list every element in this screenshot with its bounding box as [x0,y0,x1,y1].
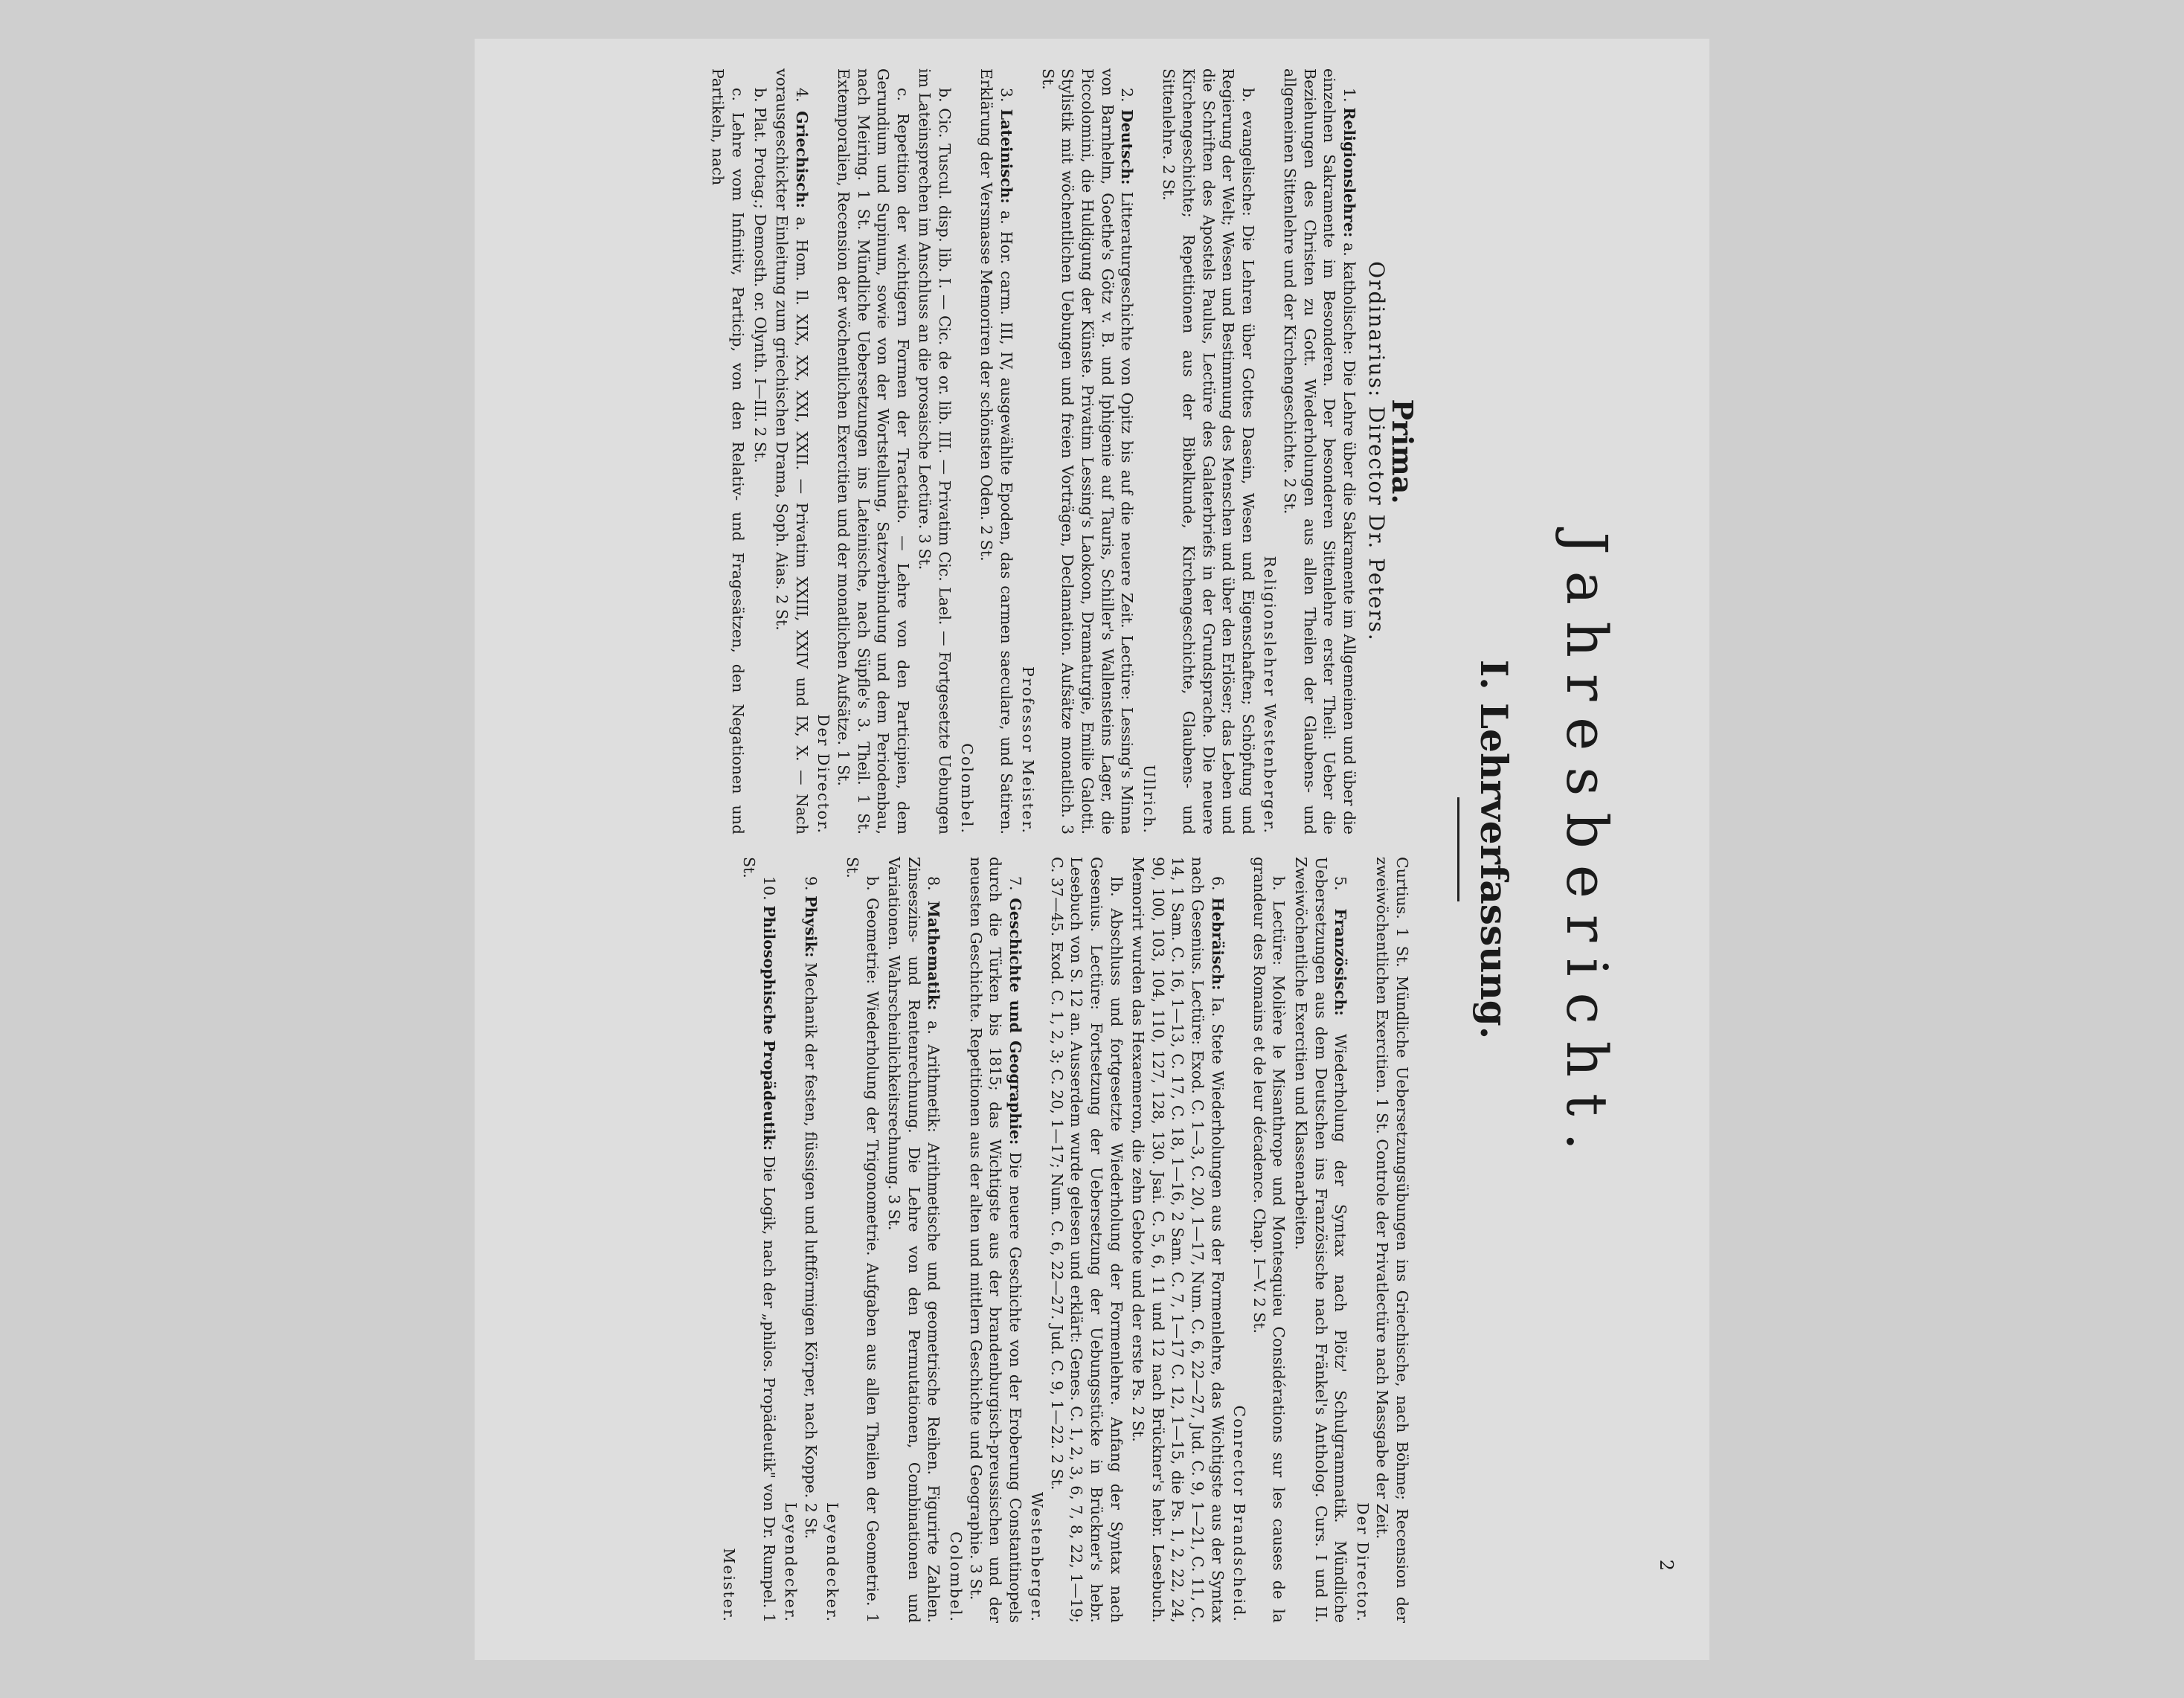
paragraph-number: 5. [1332,876,1350,891]
subject-heading: Mathematik: [925,901,943,1011]
ordinarius-line: Ordinarius: Director Dr. Peters. [1364,261,1390,642]
paragraph [1128,857,1227,1623]
paragraph-text: Mechanik der festen, flüssigen und luftförmigen Körper, nach Koppe. 2 St. [801,962,820,1540]
teacher-signature: Meister. [720,1548,739,1623]
teacher-signature: Der Director. [815,714,833,834]
paragraph-number: 3. [997,88,1015,103]
teacher-signature: Colombel. [957,743,976,834]
paragraph-text: c. Lehre vom Infinitiv, Particip, von den Relativ- und Fragesätzen, den Negationen und Partikeln, nach [709,68,747,834]
left-paragraphs [708,68,1359,834]
paragraph-number: 9. [801,876,820,891]
title-rule [1457,797,1459,901]
paragraph [915,68,954,834]
subject-heading: Physik: [801,895,820,958]
teacher-signature: Professor Meister. [1019,666,1038,834]
paragraph [884,857,944,1623]
paragraph [1352,857,1412,1623]
teacher-signature: Colombel. [946,1531,965,1623]
teacher-signature: Leyendecker. [823,1502,842,1623]
page-number: 2 [1656,1559,1677,1571]
subject-heading: Geschichte und Geographie: [1006,898,1024,1145]
paragraph-number: 8. [925,876,943,891]
paragraph-text: c. Repetition der wichtigern Formen der Tractatio. — Lehre von den Participien, dem Gerundium und Supinum, sowie von der Wortstellung, Satzverbindung und dem Periodenbau, nach Meiring. 1 St. Mündliche Uebersetzungen ins Lateinische, nach Süpfle's 3. Theil. 1 St. Extemporalien, Recension der wöchentlichen Exercitien und der monatlichen Aufsätze. 1 St. [834,68,912,834]
teacher-signature: Conrector Brandscheid. [1230,1405,1249,1623]
subject-heading: Deutsch: [1118,109,1137,185]
teacher-signature: Leyendecker. [782,1502,800,1623]
teacher-signature: Religionslehrer Westenberger. [1261,556,1279,834]
paragraph [1260,68,1359,834]
paragraph-text: a. Arithmetik: Arithmetische und geometrische Reihen. Figurirte Zahlen. Zinseszins- und Rentenrechnung. Die Lehre von den Permutationen, Combinationen und Variationen. Wahrscheinlichkeitsrechnung. 3 St. [885,857,943,1623]
paragraph-text: a. Hor. carm. III, IV, ausgewählte Epoden, das carmen saeculare, und Satiren. Erklärung der Versmasse Memoriren der schönsten Oden. 2 St. [977,68,1015,834]
paragraph [1018,68,1137,834]
subject-heading: Lateinisch: [997,109,1015,204]
paragraph-text: Ia. Stete Wiederholungen aus der Formenlehre, das Wichtigste aus der Syntax nach Gesenius. Lectüre: Exod. C. 1—3, C. 20, 1—17, Num. C. 6, 22—27, Jud. C. 9, 1—21, C. 11, C. 14, 1 Sam. C. 16, 1—13, C. 17, C. 18, 1—16, 2 Sam. C. 7, 1—17 C. 12, 1—15, die Ps. 1, 2, 22, 24, 90, 100, 103, 104, 110, 127, 128, 130. Jsai. C. 5, 6, 11 und 12 nach Brückner's hebr. Lesebuch. Memorirt wurden das Hexaemeron, die zehn Gebote und der erste Ps. 2 St. [1129,857,1227,1623]
subject-heading: Französisch: [1332,908,1350,1016]
paragraph-number: 7. [1006,876,1024,891]
teacher-signature: Westenberger. [1028,1492,1047,1623]
paragraph [823,857,882,1623]
right-text-column [717,857,1412,1623]
paragraph-number: 2. [1118,88,1137,103]
prima-heading: Prima. [1386,399,1419,504]
subject-heading: Religionslehre: [1340,107,1358,238]
paragraph [1230,857,1289,1623]
paragraph [719,857,779,1623]
paragraph-text: Curtius. 1 St. Mündliche Uebersetzungsübungen ins Griechische, nach Böhme; Recension der zweiwöchentlichen Exercitien. 1 St. Controle der Privatlectüre nach Massgabe der Zeit. [1373,857,1411,1623]
paragraph [945,857,1024,1623]
paragraph [772,68,812,834]
paragraph [1291,857,1350,1623]
paragraph-text: Die Logik, nach der „philos. Propädeutik" von Dr. Rumpel. 1 St. [740,857,778,1623]
paragraph-text: Die neuere Geschichte von der Eroberung Constantinopels durch die Türken bis 1815; das Wichtigste aus der brandenburgisch-preussischen und der neuesten Geschichte. Repetitionen aus der alten und mittlern Geschichte und Geographie. 3 St. [966,857,1024,1623]
paragraph [781,857,820,1623]
paragraph-text: b. Plat. Protag.; Demosth. or. Olynth. I—III. 2 St. [751,88,769,463]
paragraph [957,68,1016,834]
subject-heading: Hebräisch: [1208,897,1227,991]
paragraph-text: Ib. Abschluss und fortgesetzte Wiederholung der Formenlehre. Anfang der Syntax nach Gesenius. Lectüre: Fortsetzung der Uebersetzung der Uebungsstücke in Brückner's hebr. Lesebuch von S. 12 an. Ausserdem wurde gelesen und erklärt: Genes. C. 1, 2, 3, 6, 7, 8, 22, 1—19; C. 37—45. Exod. C. 1, 2, 3; C. 20, 1—17; Num. C. 6, 22—27. Jud. C. 9, 1—22. 2 St. [1047,857,1125,1623]
left-text-column [706,68,1419,834]
paragraph-text: b. Geometrie: Wiederholung der Trigonometrie. Aufgaben aus allen Theilen der Geometrie. 1 St. [843,857,881,1623]
teacher-signature: Der Director. [1353,1502,1372,1623]
paragraph-text: Wiederholung der Syntax nach Plötz' Schulgrammatik. Mündliche Uebersetzungen aus dem Deutschen ins Französische nach Fränkel's Antholog. Curs. I und II. Zweiwöchentliche Exercitien und Klassenarbeiten. [1292,857,1350,1623]
paragraph [750,68,770,834]
paragraph-text: b. Cic. Tuscul. disp. lib. I. — Cic. de or. lib. III. — Privatim Cic. Lael. — Fortgesetzte Uebungen im Lateinsprechen im Anschluss an die prosaische Lectüre. 3 St. [916,68,954,834]
section-title: I. Lehrverfassung. [1472,659,1516,1040]
document-page [475,39,1709,1660]
paragraph-text: a. Hom. Il. XIX, XX, XXI, XXII. — Privatim XXIII, XXIV und IX, X. — Nach vorausgeschickter Einleitung zum griechischen Drama, Soph. Aias. 2 St. [773,68,811,834]
paragraph-text: b. Lectüre: Molière le Misanthrope und Montesquieu Considérations sur les causes de la grandeur des Romains et de leur décadence. Chap. I—V. 2 St. [1250,857,1288,1623]
running-title: Jahresbericht. [1554,532,1620,1167]
paragraph [708,68,748,834]
subject-heading: Philosophische Propädeutik: [759,905,778,1151]
paragraph [814,68,913,834]
paragraph [1027,857,1126,1623]
subject-heading: Griechisch: [792,111,811,208]
paragraph-number: 4. [792,88,811,103]
paragraph-text: a. katholische: Die Lehre über die Sakramente im Allgemeinen und über die einzelnen Sakramente im Besonderen. Der besonderen Sittenlehre erster Theil: Ueber die Beziehungen des Christen zu Gott. Wiederholungen aus allen Theilen der Glaubens- und allgemeinen Sittenlehre und der Kirchengeschichte. 2 St. [1281,68,1358,834]
paragraph [1139,68,1258,834]
paragraph-number: 6. [1208,876,1227,891]
paragraph-number: 1. [1340,88,1358,103]
paragraph-text: b. evangelische: Die Lehren über Gottes Dasein, Wesen und Eigenschaften; Schöpfung und Regierung der Welt; Wesen und Bestimmung des Menschen und über den Erlöser; das Leben und die Schriften des Apostels Paulus, Lectüre des Galaterbriefs in der Grundsprache. Die neuere Kirchengeschichte; Repetitionen aus der Bibelkunde, Kirchengeschichte, Glaubens- und Sittenlehre. 2 St. [1160,68,1257,834]
teacher-signature: Ullrich. [1140,765,1158,834]
right-paragraphs [719,857,1412,1623]
paragraph-number: 10. [759,876,778,901]
paragraph-text: Litteraturgeschichte von Opitz bis auf die neuere Zeit. Lectüre: Lessing's Minna von Barnhelm, Goethe's Götz v. B. und Iphigenie auf Tauris, Schiller's Wallensteins Lager, die Piccolomini, die Huldigung der Künste. Privatim Lessing's Laokoon, Dramaturgie, Emilie Galotti. Stylistik mit wöchentlichen Uebungen und freien Vorträgen, Declamation. Aufsätze monatlich. 3 St. [1038,68,1137,834]
